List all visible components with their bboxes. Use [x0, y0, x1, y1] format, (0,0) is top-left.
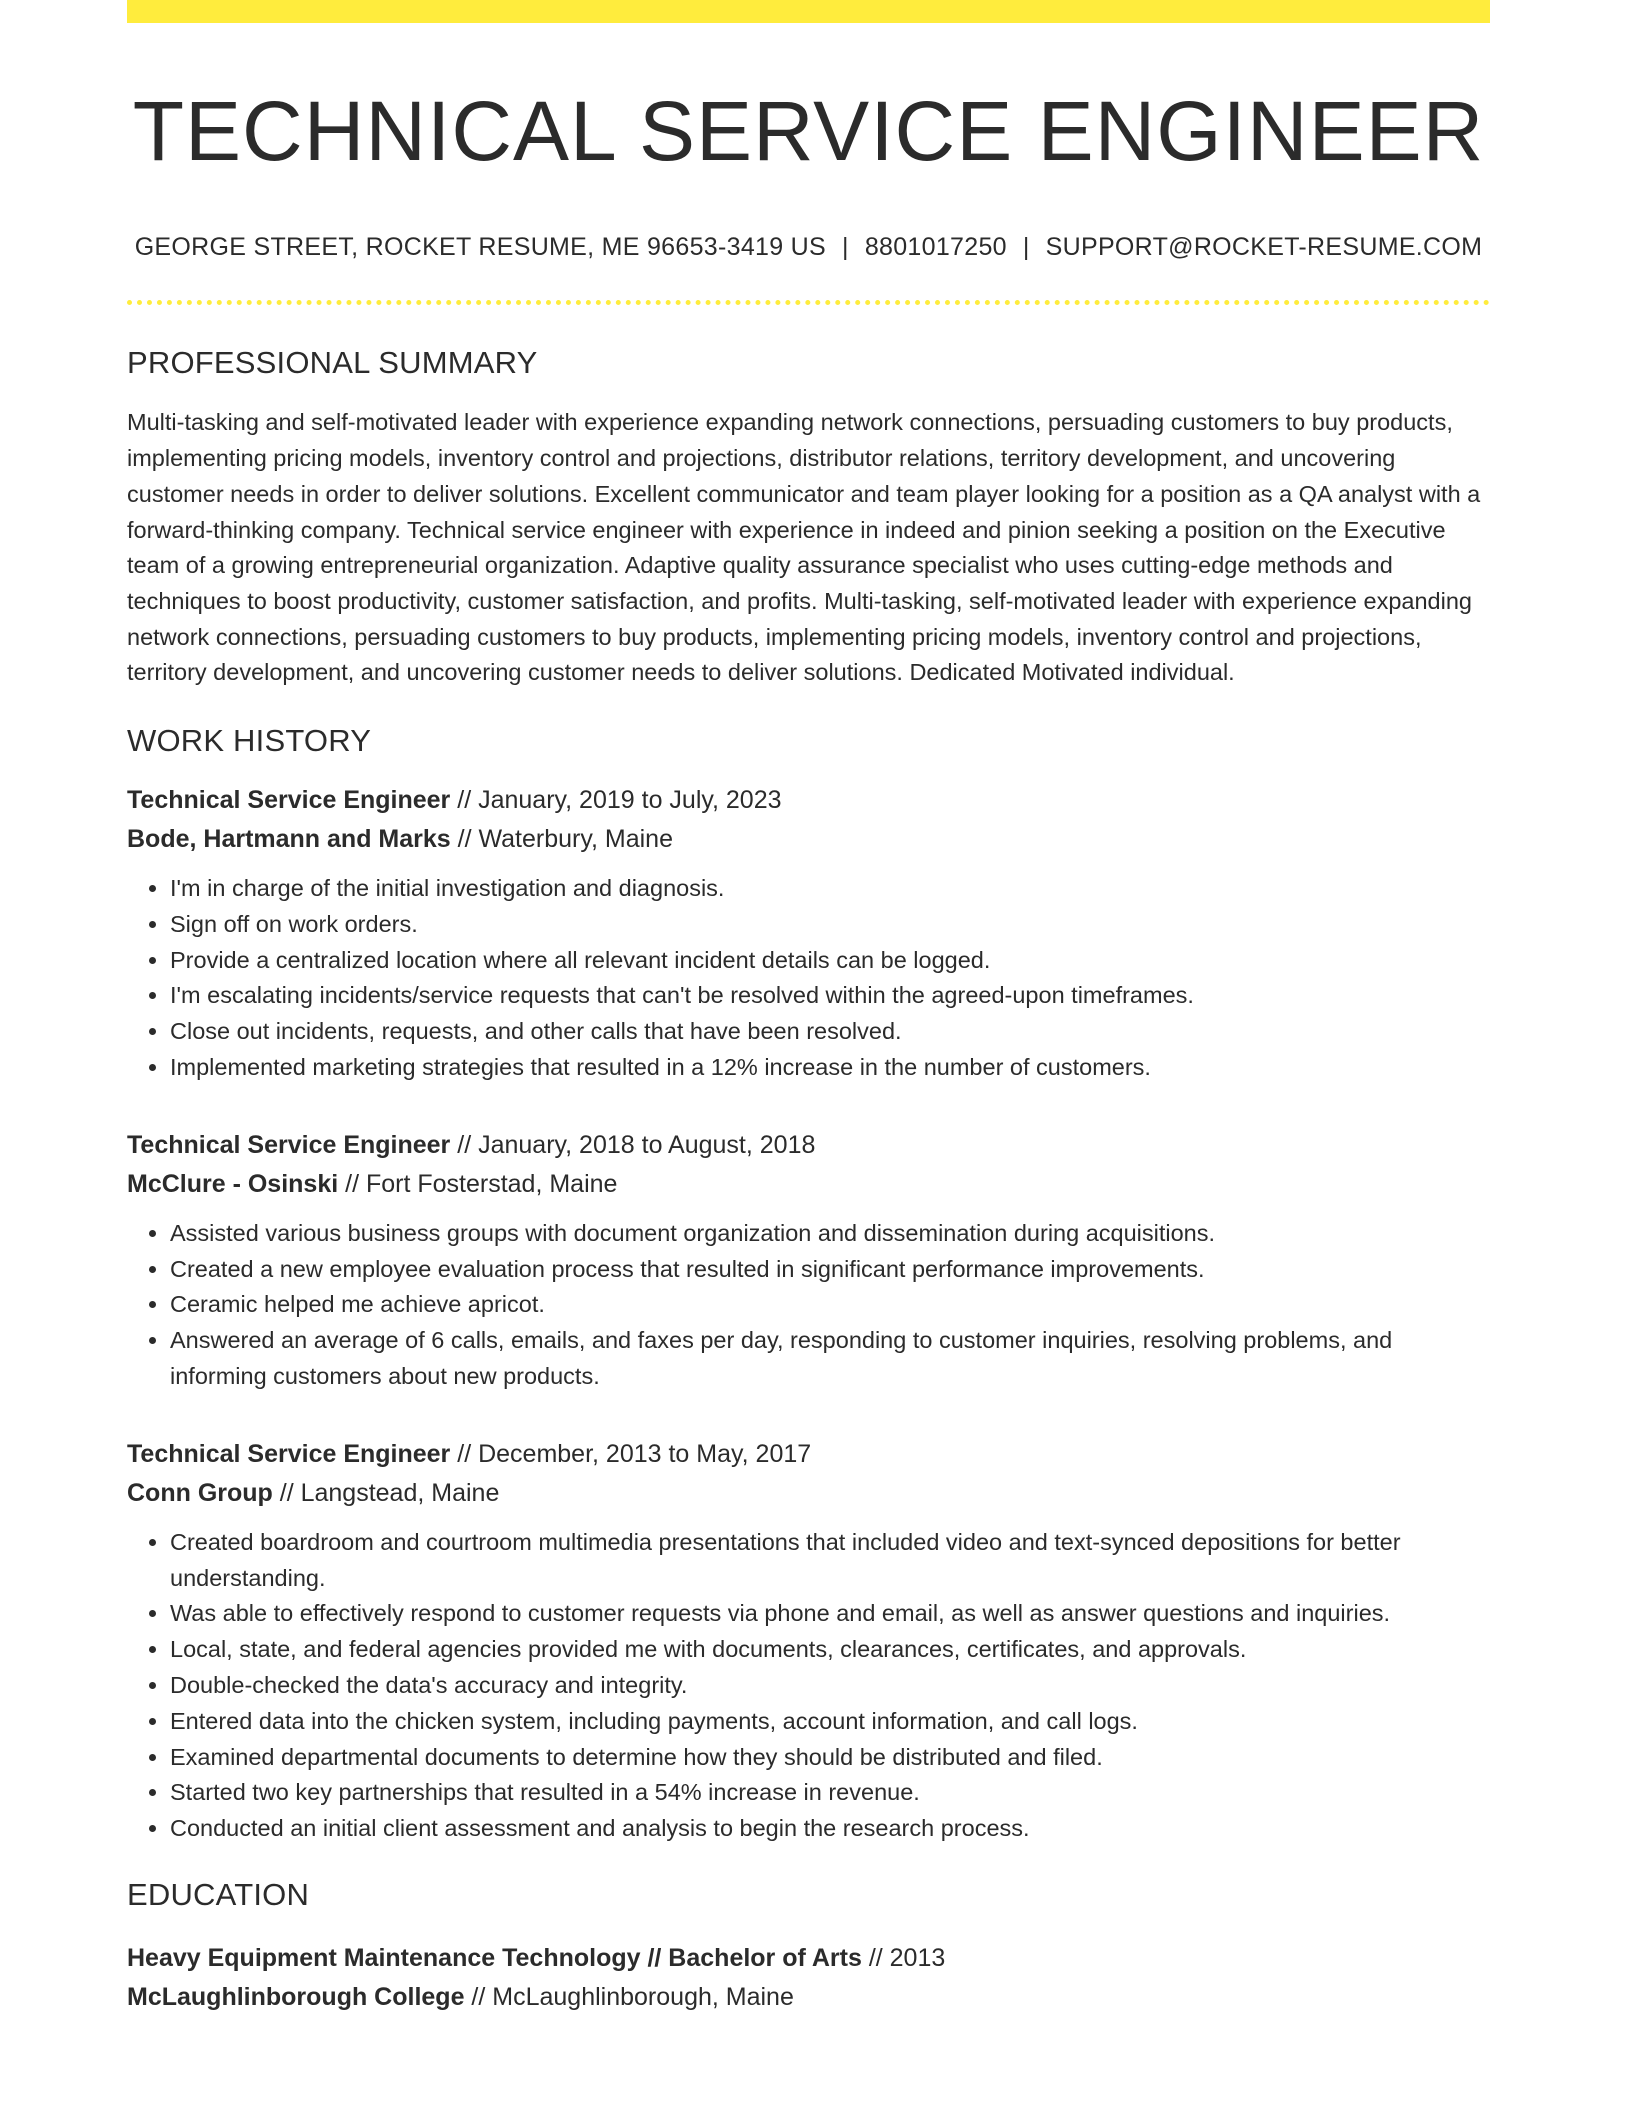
education-school: McLaughlinborough College	[127, 1982, 465, 2011]
job-entry	[127, 1435, 1490, 1847]
section-heading-summary: PROFESSIONAL SUMMARY	[127, 345, 538, 381]
section-heading-education: EDUCATION	[127, 1876, 310, 1912]
job-company: Bode, Hartmann and Marks	[127, 825, 451, 854]
bullet-item: • Created a new employee evaluation process that resulted in significant performance improvements.	[170, 1252, 1490, 1288]
bullet-item: • Started two key partnerships that resulted in a 54% increase in revenue.	[170, 1775, 1490, 1811]
bullet-item: • Provide a centralized location where all relevant incident details can be logged.	[170, 943, 1490, 979]
bullet-item: • I'm in charge of the initial investigation and diagnosis.	[170, 871, 1490, 907]
job-title: Technical Service Engineer	[127, 1439, 451, 1468]
bullet-item: • Answered an average of 6 calls, emails, and faxes per day, responding to customer inquiries, resolving problems, and informing customers about new products.	[170, 1323, 1490, 1395]
bullet-item: • Created boardroom and courtroom multimedia presentations that included video and text-synced depositions for better understanding.	[170, 1525, 1490, 1597]
education-degree-line	[127, 1939, 1490, 1978]
education-section	[127, 1877, 1490, 2017]
job-dates: // January, 2019 to July, 2023	[450, 786, 782, 815]
job-bullets	[127, 1216, 1490, 1395]
job-company: Conn Group	[127, 1478, 273, 1507]
job-company: McClure - Osinski	[127, 1169, 339, 1198]
summary-text: Multi-tasking and self-motivated leader with experience expanding network connections, persuading customers to buy products, implementing pricing models, inventory control and projections, distributor relations, territory development, and uncovering customer needs in order to deliver solutions. Excellent communicator and team player looking for a position as a QA analyst with a forward-thinking company. Technical service engineer with experience in indeed and pinion seeking a position on the Executive team of a growing entrepreneurial organization. Adaptive quality assurance specialist who uses cutting-edge methods and techniques to boost productivity, customer satisfaction, and profits. Multi-tasking, self-motivated leader with experience expanding network connections, persuading customers to buy products, implementing pricing models, inventory control and projections, territory development, and uncovering customer needs to deliver solutions. Dedicated Motivated individual.	[127, 409, 1481, 686]
job-title-line	[127, 1435, 1490, 1474]
job-location: // Fort Fosterstad, Maine	[338, 1169, 618, 1198]
job-dates: // January, 2018 to August, 2018	[450, 1130, 816, 1159]
contact-separator: |	[1022, 233, 1030, 262]
job-entry	[127, 781, 1490, 1086]
bullet-item: • Was able to effectively respond to customer requests via phone and email, as well as answer questions and inquiries.	[170, 1596, 1490, 1632]
contact-email: SUPPORT@ROCKET-RESUME.COM	[1045, 233, 1483, 262]
bullet-item: • Conducted an initial client assessment and analysis to begin the research process.	[170, 1811, 1490, 1847]
bullet-item: • Implemented marketing strategies that resulted in a 12% increase in the number of customers.	[170, 1050, 1490, 1086]
job-bullets	[127, 871, 1490, 1086]
accent-top-bar	[127, 0, 1490, 23]
job-entry	[127, 1126, 1490, 1395]
job-title-line	[127, 1126, 1490, 1165]
education-school-line	[127, 1978, 1490, 2017]
job-bullets	[127, 1525, 1490, 1847]
bullet-item: • Sign off on work orders.	[170, 907, 1490, 943]
section-heading-work: WORK HISTORY	[127, 723, 372, 759]
resume-title: TECHNICAL SERVICE ENGINEER	[132, 84, 1485, 178]
work-history-section	[127, 723, 1490, 1847]
education-degree: Heavy Equipment Maintenance Technology // Bachelor of Arts	[127, 1943, 862, 1972]
job-title: Technical Service Engineer	[127, 1130, 451, 1159]
bullet-item: • Close out incidents, requests, and other calls that have been resolved.	[170, 1014, 1490, 1050]
dotted-divider	[127, 300, 1490, 305]
bullet-item: • Local, state, and federal agencies provided me with documents, clearances, certificates, and approvals.	[170, 1632, 1490, 1668]
bullet-item: • Ceramic helped me achieve apricot.	[170, 1287, 1490, 1323]
education-year: // 2013	[861, 1943, 946, 1972]
bullet-item: • Entered data into the chicken system, including payments, account information, and call logs.	[170, 1704, 1490, 1740]
job-dates: // December, 2013 to May, 2017	[450, 1439, 812, 1468]
job-company-line	[127, 1474, 1490, 1513]
job-company-line	[127, 1165, 1490, 1204]
job-location: // Langstead, Maine	[272, 1478, 500, 1507]
job-title-line	[127, 781, 1490, 820]
bullet-item: • I'm escalating incidents/service requests that can't be resolved within the agreed-upon timeframes.	[170, 978, 1490, 1014]
resume-page	[127, 0, 1490, 2017]
contact-separator: |	[842, 233, 849, 262]
job-title: Technical Service Engineer	[127, 786, 451, 815]
contact-address: GEORGE STREET, ROCKET RESUME, ME 96653-3419 US	[134, 233, 827, 262]
education-location: // McLaughlinborough, Maine	[464, 1982, 794, 2011]
contact-phone: 8801017250	[864, 233, 1007, 262]
contact-line	[127, 233, 1490, 262]
job-company-line	[127, 820, 1490, 859]
summary-section	[127, 345, 1490, 691]
bullet-item: • Examined departmental documents to determine how they should be distributed and filed.	[170, 1740, 1490, 1776]
bullet-item: • Assisted various business groups with document organization and dissemination during acquisitions.	[170, 1216, 1490, 1252]
bullet-item: • Double-checked the data's accuracy and integrity.	[170, 1668, 1490, 1704]
education-entry	[127, 1939, 1490, 2017]
job-location: // Waterbury, Maine	[450, 825, 673, 854]
